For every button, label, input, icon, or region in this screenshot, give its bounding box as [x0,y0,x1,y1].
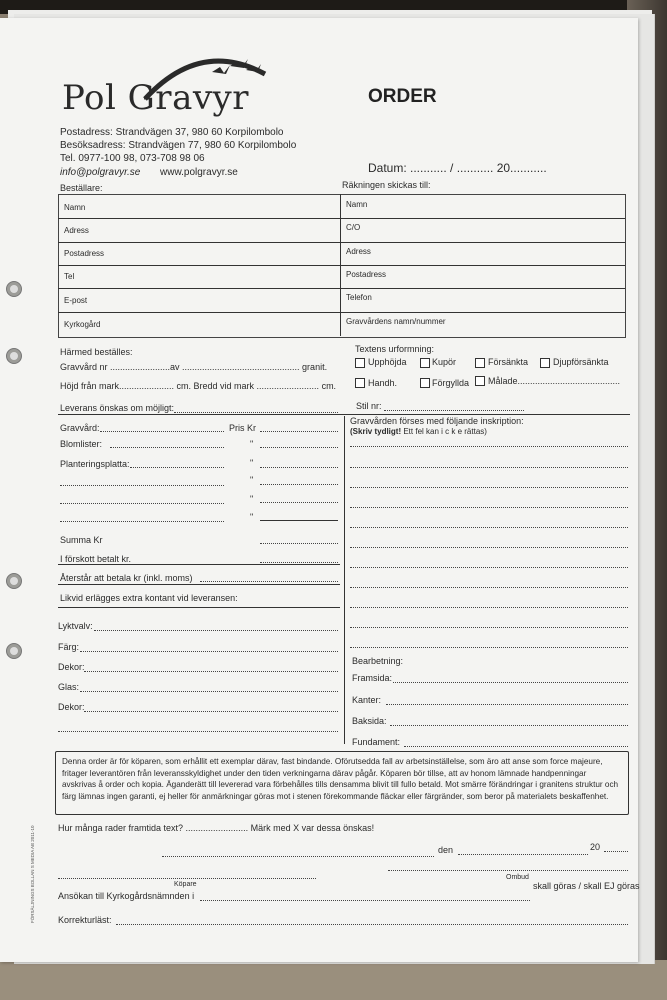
date-field[interactable]: Datum: ........... / ........... 20........... [368,161,547,175]
option-handcut-label: Handh. [368,378,398,388]
option-gilded-label: Förgyllda [432,378,470,388]
ditto-mark: " [250,494,254,504]
customer-postal-field[interactable]: Postadress [64,249,105,258]
inscription-line[interactable] [350,647,628,648]
ditto-mark: " [250,512,254,522]
buyer-label: Köpare [174,881,197,888]
front-side-label: Framsida: [352,673,393,683]
inscription-line[interactable] [350,567,628,568]
sum-label: Summa Kr [60,535,103,545]
page-title: ORDER [368,86,437,107]
lower-divider [344,416,345,744]
price-kr-label: Pris Kr [229,423,256,433]
customer-name-field[interactable]: Namn [64,203,86,212]
text-shape-label: Textens urformning: [355,344,435,354]
edges-label: Kanter: [352,695,382,705]
website: www.polgravyr.se [160,167,238,178]
inscription-note: (Skriv tydligt! Ett fel kan i c k e rättas) [350,427,487,436]
decor-label: Dekor: [58,662,85,672]
delivery-request-label[interactable]: Leverans önskas om möjligt: [60,403,175,413]
email-address: info@polgravyr.se [60,167,141,178]
ditto-mark: " [250,475,254,485]
checkbox-deep-recessed[interactable] [540,358,550,368]
inscription-line[interactable] [350,446,628,447]
punch-hole [6,281,22,297]
punch-hole [6,643,22,659]
punch-hole [6,573,22,589]
invoice-postal-field[interactable]: Postadress [346,270,387,279]
style-number-label[interactable]: Stil nr: [356,401,382,411]
remaining-label: Återstår att betala kr (inkl. moms) [60,573,193,583]
inscription-line[interactable] [350,507,628,508]
prepaid-label: I förskott betalt kr. [60,554,132,564]
inscription-line[interactable] [350,587,628,588]
option-kupor-label: Kupör [432,357,457,367]
section-divider [58,414,630,415]
background-bottom [0,960,667,1000]
punch-hole [6,348,22,364]
agent-label: Ombud [506,874,529,881]
back-side-label: Baksida: [352,716,387,726]
checkbox-handcut[interactable] [355,378,365,388]
invoice-address-field[interactable]: Adress [346,247,371,256]
agent-signature-line[interactable] [388,870,628,871]
order-form-sheet [0,18,638,962]
den-label: den [438,845,454,855]
planting-plate-label: Planteringsplatta: [60,459,130,469]
customer-email-field[interactable]: E-post [64,296,88,305]
inscription-line[interactable] [350,607,628,608]
invoice-to-label: Räkningen skickas till: [342,180,431,190]
ordered-by-label: Beställare: [60,183,103,193]
inscription-heading: Gravvården förses med följande inskription: [350,416,524,426]
proofread-label: Korrekturläst: [58,915,112,925]
application-choice[interactable]: skall göras / skall EJ göras [533,881,640,891]
option-recessed-label: Försänkta [488,357,529,367]
customer-box [58,194,626,338]
invoice-name-field[interactable]: Namn [346,200,368,209]
invoice-phone-field[interactable]: Telefon [346,293,372,302]
flower-borders-label: Blomlister: [60,439,103,449]
visiting-address: Besöksadress: Strandvägen 77, 980 60 Korpilombolo [60,140,297,151]
inscription-line[interactable] [350,467,628,468]
terms-text: Denna order är för köparen, som erhållit ett exemplar därav, fast bindande. Oförutsedda fall av arbetsinställelse, som äro att anse som force majeure, fritager leverantören från leveransskyldighet under den tiden verkningarna därav pågår. Köparen bör tillse, att av honom lämnade handpenningar avskrivas å order och kopia. Äganderätt till levererad vara förbehålles tills densamma blivit till fullo betald. Mot smärre förändringar i granitens struktur och färg lämnas ingen garanti, ej heller för anmärkningar göras mot i stenen förekommande fläckar eller färgränder, som beror på materialets beskaffenhet. [62,757,619,801]
inscription-line[interactable] [350,627,628,628]
cemetery-field[interactable]: Kyrkogård [64,320,101,329]
phone-numbers: Tel. 0977-100 98, 073-708 98 06 [60,153,205,164]
application-label: Ansökan till Kyrkogårdsnämnden i [58,891,195,901]
option-raised-label: Upphöjda [368,357,407,367]
buyer-signature-line[interactable] [58,878,316,879]
checkbox-kupor[interactable] [420,358,430,368]
option-painted-label: Målade......................................... [488,376,621,386]
customer-phone-field[interactable]: Tel [64,272,75,281]
dimensions-line[interactable]: Höjd från mark...................... cm. Bredd vid mark ......................... cm. [60,381,337,391]
customer-address-field[interactable]: Adress [64,226,89,235]
cash-payment-label: Likvid erlägges extra kontant vid leveransen: [60,593,238,603]
printer-imprint: FÖRSÄLJNINGS BOLLAN S MEDIA AB 2011-10 [30,825,35,923]
terms-box [55,751,629,815]
invoice-co-field[interactable]: C/O [346,223,361,232]
year-20-label: 20 [590,842,601,852]
ditto-mark: " [250,458,254,468]
decor-label-2: Dekor: [58,702,85,712]
foundation-label: Fundament: [352,737,401,747]
glass-label: Glas: [58,682,80,692]
checkbox-painted[interactable] [475,376,485,386]
future-text-rows-question[interactable]: Hur många rader framtida text? ......................... Märk med X var dessa önskas! [58,823,375,833]
inscription-line[interactable] [350,527,628,528]
postal-address: Postadress: Strandvägen 37, 980 60 Korpilombolo [60,127,284,138]
checkbox-raised[interactable] [355,358,365,368]
company-logo-text: Pol Gravyr [62,78,250,118]
gravestone-number-line[interactable]: Gravvård nr ........................av ............................................... granit. [60,362,328,372]
checkbox-gilded[interactable] [420,378,430,388]
color-label: Färg: [58,642,80,652]
ordered-label: Härmed beställes: [60,347,133,357]
processing-heading: Bearbetning: [352,656,404,666]
grave-name-field[interactable]: Gravvårdens namn/nummer [346,317,446,326]
option-deep-recessed-label: Djupförsänkta [553,357,609,367]
lantern-vault-label: Lyktvalv: [58,621,93,631]
checkbox-recessed[interactable] [475,358,485,368]
inscription-line[interactable] [350,487,628,488]
ditto-mark: " [250,439,254,449]
inscription-line[interactable] [350,547,628,548]
gravestone-price-label: Gravvård: [60,423,100,433]
